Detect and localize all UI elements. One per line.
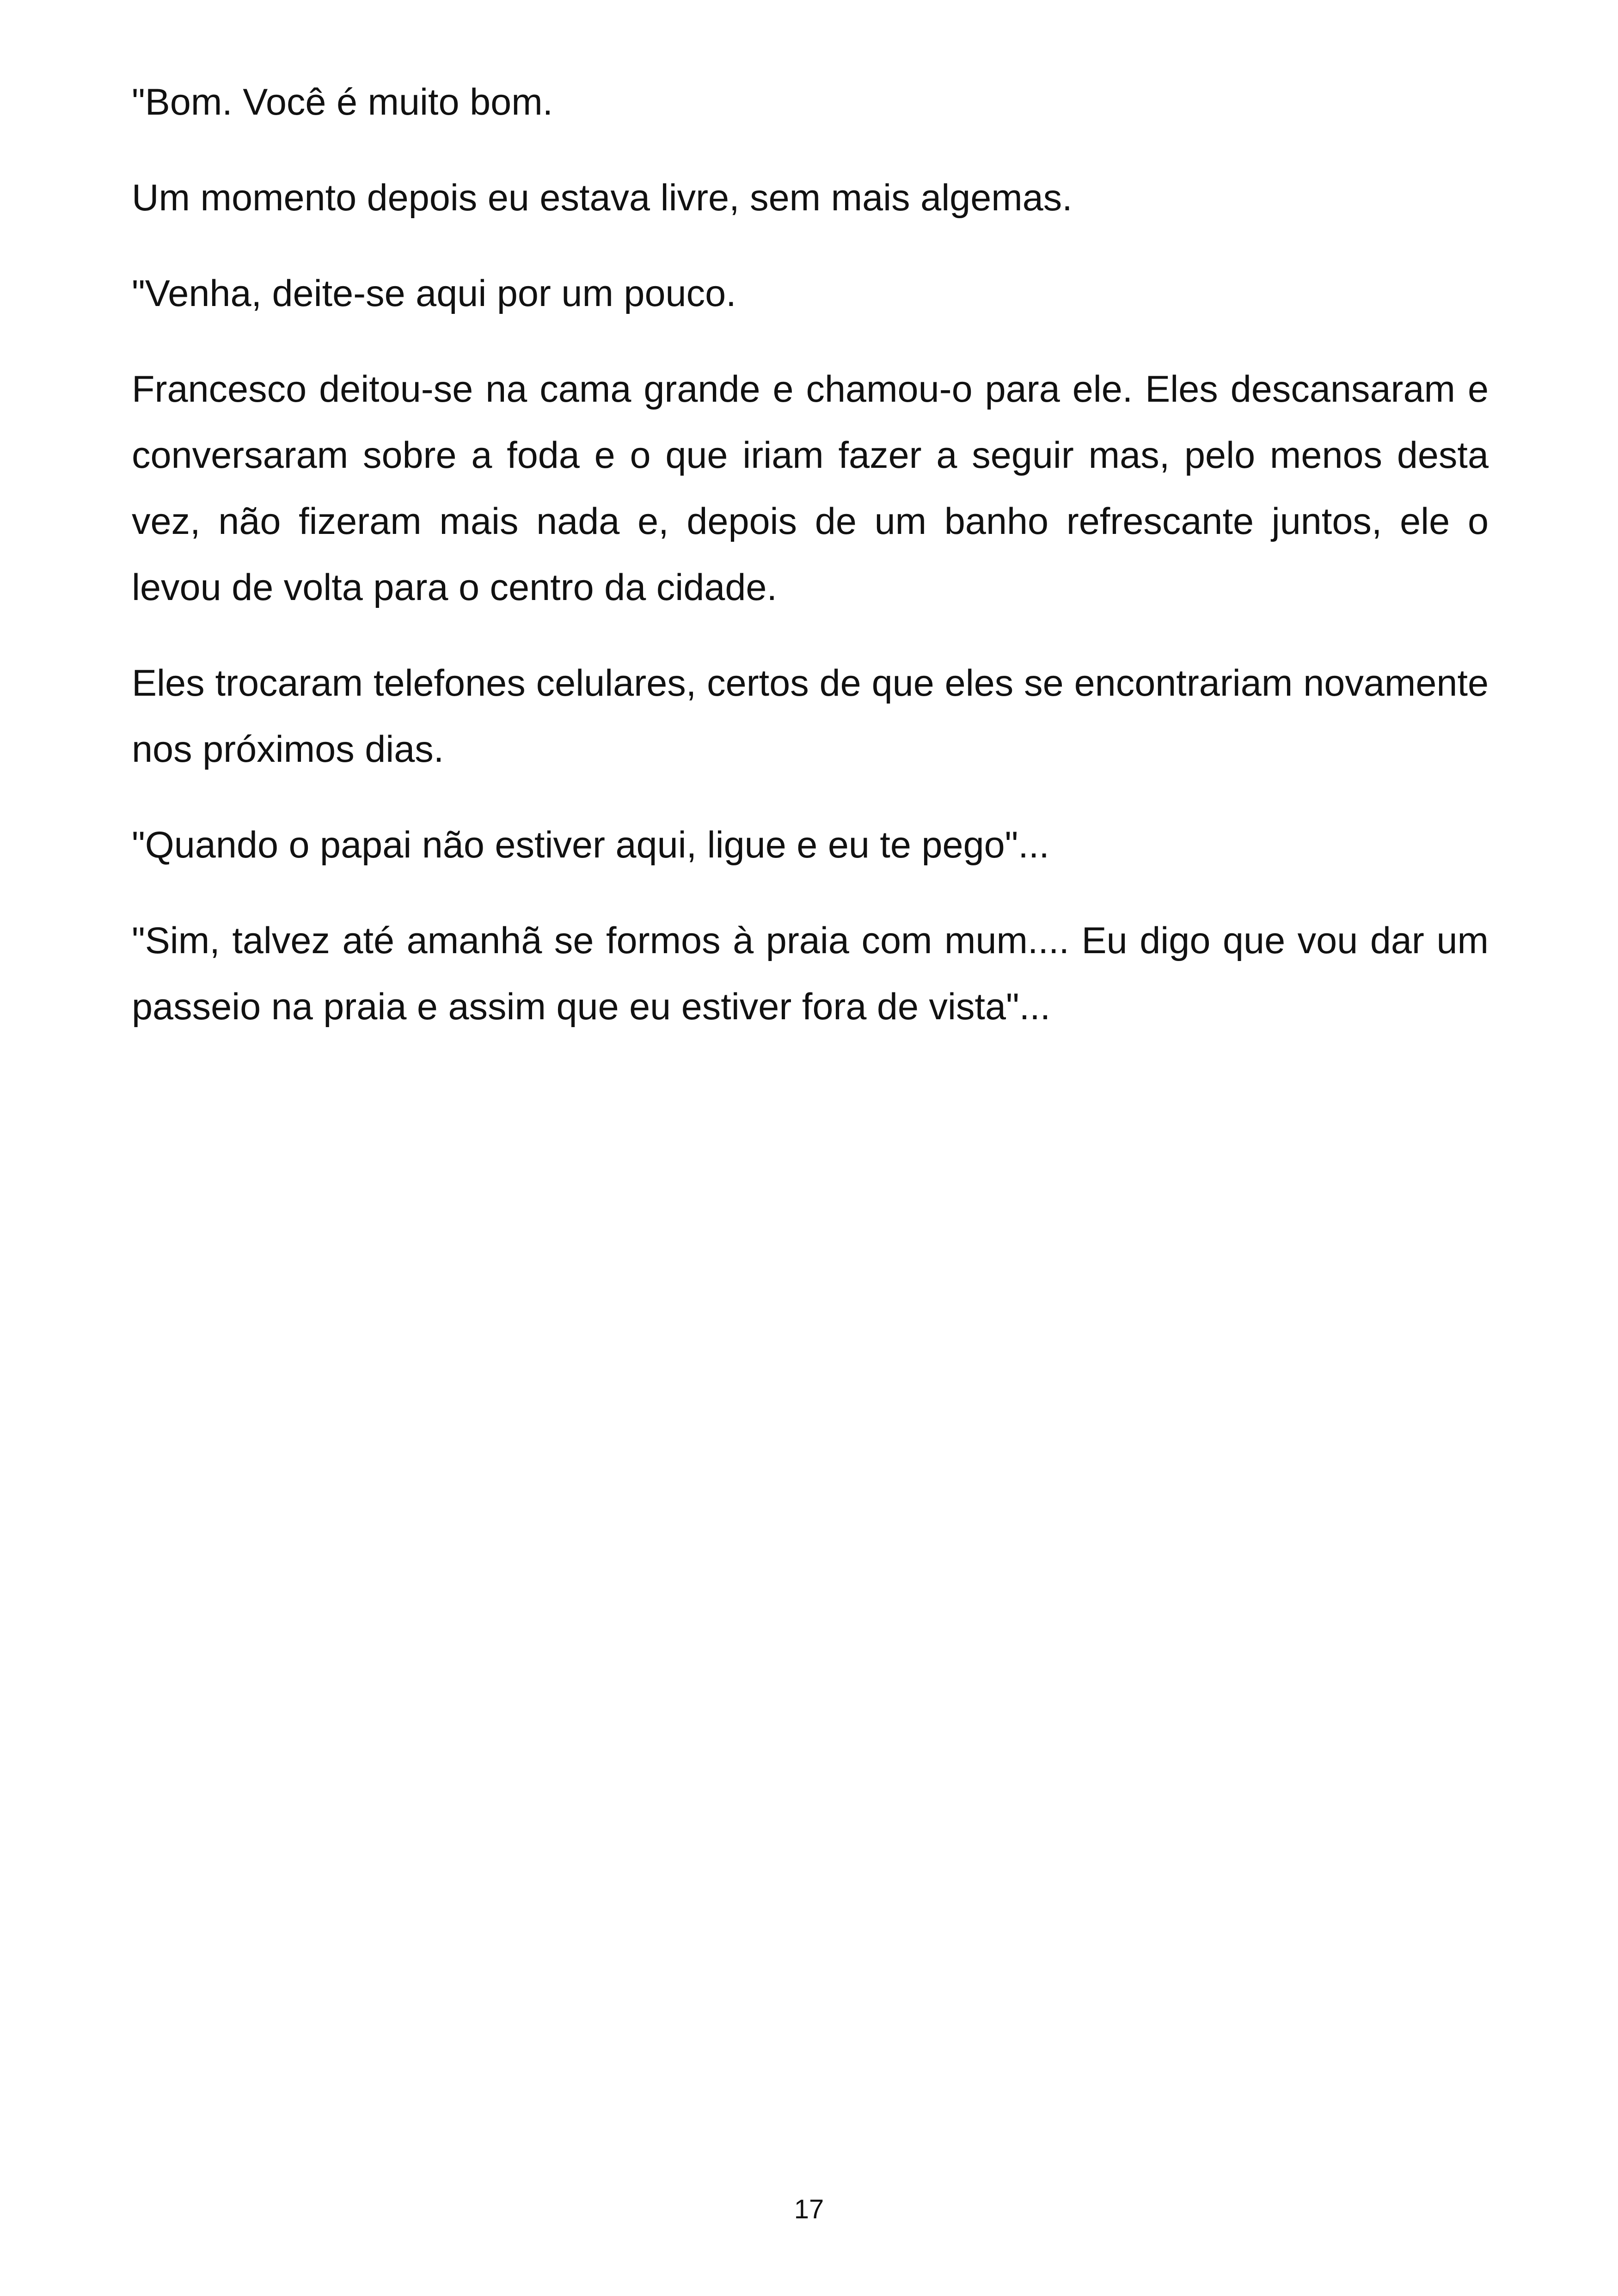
paragraph-3: "Venha, deite-se aqui por um pouco. <box>132 273 736 314</box>
paragraph-7: "Sim, talvez até amanhã se formos à praia com mum.... Eu digo que vou dar um passeio na praia e assim que eu estiver fora de vista"... <box>132 920 1489 1028</box>
page-number: 17 <box>794 2194 824 2224</box>
paragraph-5: Eles trocaram telefones celulares, certos de que eles se encontrariam novamente nos próximos dias. <box>132 662 1489 770</box>
paragraph-4: Francesco deitou-se na cama grande e chamou-o para ele. Eles descansaram e conversaram sobre a foda e o que iriam fazer a seguir mas, pelo menos desta vez, não fizeram mais nada e, depois de um banho refrescante juntos, ele o levou de volta para o centro da cidade. <box>132 368 1489 608</box>
paragraph-6: "Quando o papai não estiver aqui, ligue e eu te pego"... <box>132 824 1049 866</box>
body-text <box>132 69 1489 1070</box>
paragraph-2: Um momento depois eu estava livre, sem mais algemas. <box>132 177 1073 219</box>
paragraph-1: "Bom. Você é muito bom. <box>132 81 553 123</box>
